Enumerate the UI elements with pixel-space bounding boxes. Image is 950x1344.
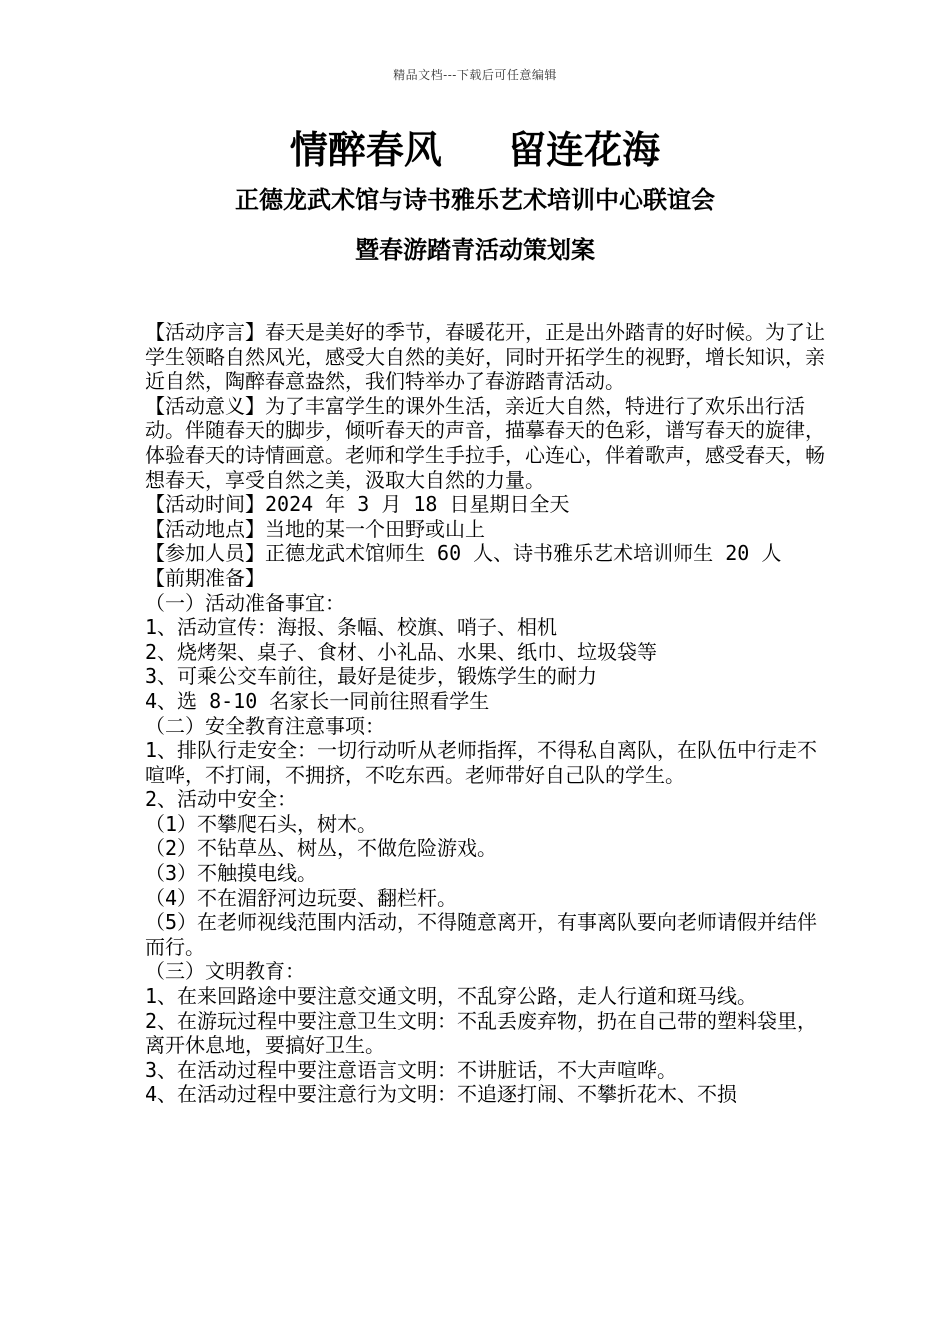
- paragraph-location: 【活动地点】当地的某一个田野或山上: [145, 516, 485, 541]
- paragraph-time: 【活动时间】2024 年 3 月 18 日星期日全天: [145, 492, 570, 517]
- list-item: 1、排队行走安全：一切行动听从老师指挥，不得私自离队，在队伍中行走不喧哗，不打闹，不拥挤，不吃东西。老师带好自己队的学生。: [145, 738, 818, 787]
- list-item: 2、活动中安全：: [145, 787, 298, 812]
- section-heading-civility: （三）文明教育：: [145, 959, 305, 984]
- list-item: 2、烧烤架、桌子、食材、小礼品、水果、纸巾、垃圾袋等: [145, 639, 658, 664]
- section-heading-preparation: （一）活动准备事宜：: [145, 590, 345, 615]
- list-item: 4、选 8-10 名家长一同前往照看学生: [145, 688, 490, 713]
- list-item: 2、在游玩过程中要注意卫生文明：不乱丢废弃物，扔在自己带的塑料袋里，离开休息地，要搞好卫生。: [145, 1008, 818, 1058]
- section-heading-safety: （二）安全教育注意事项：: [145, 713, 385, 738]
- list-item: （3）不触摸电线。: [145, 861, 318, 886]
- list-item: 1、在来回路途中要注意交通文明，不乱穿公路，走人行道和斑马线。: [145, 984, 758, 1009]
- list-item: 4、在活动过程中要注意行为文明：不追逐打闹、不攀折花木、不损: [145, 1082, 738, 1107]
- list-item: （2）不钻草丛、树丛，不做危险游戏。: [145, 836, 498, 861]
- list-item: （1）不攀爬石头，树木。: [145, 811, 378, 836]
- document-title: 情醉春风 留连花海: [289, 128, 661, 172]
- list-item: （5）在老师视线范围内活动，不得随意离开，有事离队要向老师请假并结伴而行。: [145, 910, 818, 959]
- list-item: 3、在活动过程中要注意语言文明：不讲脏话，不大声喧哗。: [145, 1057, 678, 1082]
- document-body: [145, 320, 825, 1107]
- paragraph-preface: 【活动序言】春天是美好的季节，春暖花开，正是出外踏青的好时候。为了让学生领略自然风光，感受大自然的美好，同时开拓学生的视野，增长知识，亲近自然，陶醉春意盎然，我们特举办了春游踏青活动。: [145, 320, 825, 394]
- paragraph-significance: 【活动意义】为了丰富学生的课外生活，亲近大自然，特进行了欢乐出行活动。伴随春天的脚步，倾听春天的声音，描摹春天的色彩，谱写春天的旋律，体验春天的诗情画意。老师和学生手拉手，心连心，伴着歌声，感受春天，畅想春天，享受自然之美，汲取大自然的力量。: [145, 393, 825, 492]
- document-subtitle-line-1: 正德龙武术馆与诗书雅乐艺术培训中心联谊会: [235, 185, 715, 214]
- list-item: 1、活动宣传：海报、条幅、校旗、哨子、相机: [145, 615, 558, 640]
- paragraph-participants: 【参加人员】正德龙武术馆师生 60 人、诗书雅乐艺术培训师生 20 人: [145, 541, 782, 566]
- list-item: 3、可乘公交车前往，最好是徒步，锻炼学生的耐力: [145, 664, 598, 689]
- paragraph-preparation-heading: 【前期准备】: [145, 565, 265, 590]
- document-subtitle-line-2: 暨春游踏青活动策划案: [355, 235, 595, 264]
- header-note: 精品文档---下载后可任意编辑: [393, 68, 557, 82]
- list-item: （4）不在湄舒河边玩耍、翻栏杆。: [145, 885, 458, 910]
